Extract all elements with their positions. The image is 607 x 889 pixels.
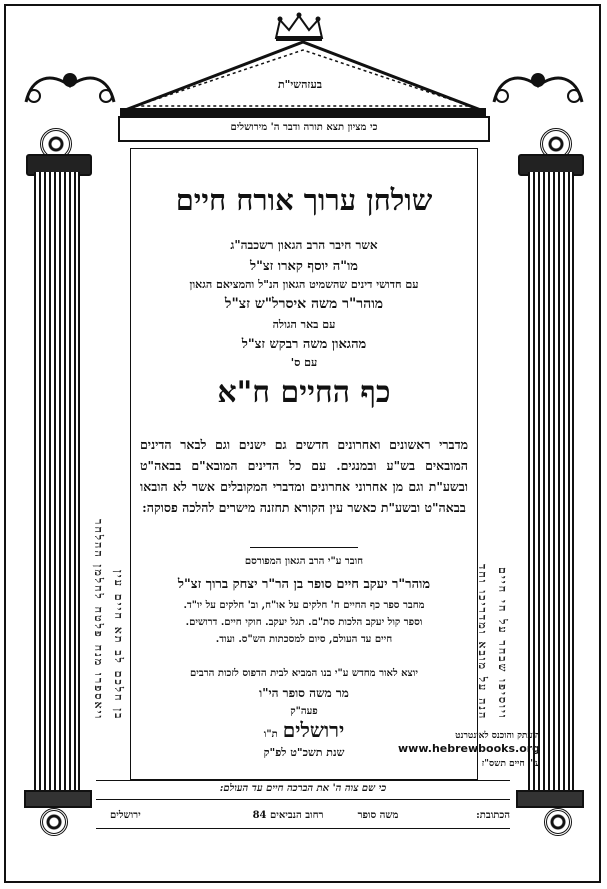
- glosses-author: מוהר"ר משה איסרל"ש זצ"ל: [224, 296, 384, 312]
- place-name: ירושלים: [282, 718, 345, 742]
- beer-line: עם באר הגולה: [272, 318, 336, 331]
- composed-by: חובר ע"י הרב הגאון המפורסם: [244, 556, 364, 567]
- description-paragraph: מדברי ראשונים ואחרונים חדשים גם ישנים וגם לבאר הדינים המובאים בש"ע ובמנגים. עם כל הדינים המובא"ם בבאה"ט ובשע"ת וגם מן אחרוני אחרונים ומדברי המקובלים אשר לא הובאו בבאה"ט ובשע"ת כאשר עין הקורא תחזנה מישרים להלכה פסוקה:: [140, 437, 468, 515]
- other-works-line-2: וספר קול יעקב הלכות סת"ם. תגל יעקב. חוקי חיים. דרושים.: [185, 617, 423, 628]
- right-pillar-base: [516, 790, 584, 808]
- other-works-line-3: חיים עד העולם, סיום למסכתות הש"ס. ועוד.: [215, 634, 393, 645]
- right-pillar: [528, 172, 574, 792]
- right-scroll-ornament-icon: [490, 66, 586, 108]
- address-street: רחוב הנביאים 84: [252, 810, 324, 821]
- footer-verse: כי שם צוה ה' את הברכה חיים עד העולם:: [219, 783, 387, 794]
- left-pillar-base: [24, 790, 92, 808]
- im-sefer: עם ס': [290, 356, 318, 369]
- right-outer-column-text: ויוסיפו שבחר על חי חיים: [496, 567, 509, 720]
- glosses-line: עם חדושי דינים שהשמיט הגאון הנ"ל והמציאם הגאון: [189, 278, 419, 291]
- beer-author: מהגאון משה רבקש זצ"ל: [241, 337, 367, 352]
- left-outer-column-text: ויאספרו מנח פלטח לחלמן ההלחר: [92, 518, 105, 720]
- watermark-note: הועתק והוכנס לאינטרנט: [455, 731, 540, 741]
- address-label: הכתובת:: [476, 810, 510, 821]
- left-inner-column-text: בן חלכם לב תא חיים עין: [112, 569, 125, 720]
- kaf-hachaim-title: כף החיים ח"א: [217, 375, 391, 410]
- top-blessing: בעזהשי"ת: [277, 78, 323, 91]
- composer-name: מוהר"ר יעקב חיים סופר בן הר"ר יצחק ברוך זצ"ל: [177, 577, 431, 592]
- banner-verse: כי מציון תצא תורה ודבר ה' מירושלים: [230, 122, 378, 133]
- watermark-copied-by: ע"י חיים תשס"ז: [481, 759, 540, 769]
- left-scroll-ornament-icon: [22, 66, 118, 108]
- pediment: [120, 36, 486, 116]
- author-name: מו"ה יוסף קארו זצ"ל: [249, 259, 359, 274]
- address-city: ירושלים: [110, 810, 141, 821]
- right-base-rosette-icon: [544, 808, 572, 836]
- watermark-site-link[interactable]: www.hebrewbooks.org: [398, 742, 541, 755]
- place-suffix: ת"ו: [263, 729, 278, 740]
- address-name: משה סופר: [357, 810, 399, 821]
- main-title: שולחן ערוך אורח חיים: [175, 183, 433, 217]
- divider-line: [250, 547, 358, 548]
- place-prefix: פעה"ק: [290, 706, 318, 717]
- left-base-rosette-icon: [40, 808, 68, 836]
- other-works-line-1: מחבר ספר כף החיים ח' חלקים על או"ח, וב' חלקים על יו"ד.: [183, 600, 425, 611]
- publisher-name: מר משה סופר הי"ו: [259, 686, 349, 700]
- year: שנת תשכ"ט לפ"ק: [263, 746, 345, 759]
- author-line: אשר חיבר הרב הגאון רשכבה"ג: [230, 238, 378, 252]
- publisher-line: יוצא לאור מחדש ע"י בנו המביא לבית הדפוס לזכות הרבים: [190, 668, 418, 679]
- left-pillar: [34, 172, 80, 792]
- right-inner-column-text: הנה על מובא ומדריכו וחד: [476, 563, 489, 720]
